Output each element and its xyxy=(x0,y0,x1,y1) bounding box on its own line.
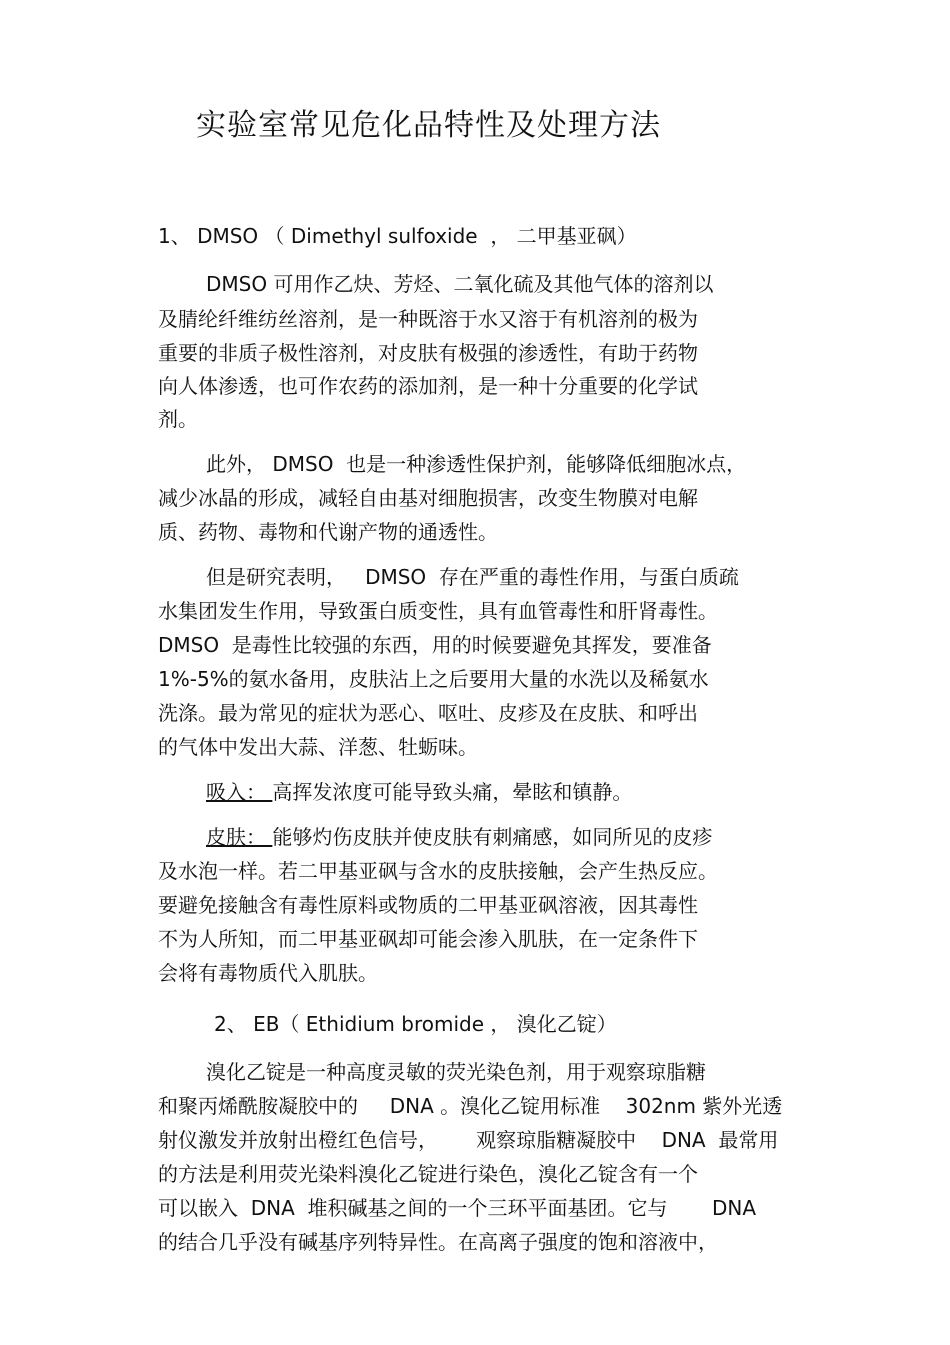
paragraph-line: 重要的非质子极性溶剂，对皮肤有极强的渗透性，有助于药物 xyxy=(158,341,698,365)
paragraph-line: 1%-5%的氨水备用，皮肤沾上之后要用大量的水洗以及稀氨水 xyxy=(158,667,709,691)
paragraph-line: 质、药物、毒物和代谢产物的通透性。 xyxy=(158,520,498,544)
paragraph-line: 及水泡一样。若二甲基亚砜与含水的皮肤接触，会产生热反应。 xyxy=(158,859,718,883)
paragraph-line: 及腈纶纤维纺丝溶剂，是一种既溶于水又溶于有机溶剂的极为 xyxy=(158,307,698,331)
skin-paragraph xyxy=(206,823,712,851)
paragraph-line: 可以嵌入 DNA 堆积碱基之间的一个三环平面基团。它与 DNA xyxy=(158,1196,757,1220)
paragraph-line: 不为人所知，而二甲基亚砜却可能会渗入肌肤，在一定条件下 xyxy=(158,927,698,951)
paragraph-line: 溴化乙锭是一种高度灵敏的荧光染色剂，用于观察琼脂糖 xyxy=(206,1060,706,1084)
paragraph-line: DMSO 可用作乙炔、芳烃、二氧化硫及其他气体的溶剂以 xyxy=(206,272,714,296)
paragraph-line: DMSO 是毒性比较强的东西，用的时候要避免其挥发，要准备 xyxy=(158,633,712,657)
paragraph-line: 的方法是利用荧光染料溴化乙锭进行染色，溴化乙锭含有一个 xyxy=(158,1162,698,1186)
paragraph-line: 此外， DMSO 也是一种渗透性保护剂，能够降低细胞冰点， xyxy=(206,452,747,476)
paragraph-line: 但是研究表明， DMSO 存在严重的毒性作用，与蛋白质疏 xyxy=(206,565,739,589)
paragraph-line: 要避免接触含有毒性原料或物质的二甲基亚砜溶液，因其毒性 xyxy=(158,893,698,917)
section-heading-dmso: 1、 DMSO （ Dimethyl sulfoxide ， 二甲基亚砜） xyxy=(158,224,637,248)
paragraph-line: 的气体中发出大蒜、洋葱、牡蛎味。 xyxy=(158,735,478,759)
paragraph-line: 高挥发浓度可能导致头痛，晕眩和镇静。 xyxy=(272,780,633,804)
document-title: 实验室常见危化品特性及处理方法 xyxy=(196,108,661,143)
paragraph-line: 会将有毒物质代入肌肤。 xyxy=(158,961,378,985)
paragraph-line: 洗涤。最为常见的症状为恶心、呕吐、皮疹及在皮肤、和呼出 xyxy=(158,701,698,725)
paragraph-line: 能够灼伤皮肤并使皮肤有刺痛感，如同所见的皮疹 xyxy=(272,825,713,849)
paragraph-line: 和聚丙烯酰胺凝胶中的 DNA 。溴化乙锭用标准 302nm 紫外光透 xyxy=(158,1094,783,1118)
inhalation-label: 吸入： xyxy=(206,780,273,804)
paragraph-line: 的结合几乎没有碱基序列特异性。在高离子强度的饱和溶液中， xyxy=(158,1230,718,1254)
paragraph-line: 射仪激发并放射出橙红色信号， 观察琼脂糖凝胶中 DNA 最常用 xyxy=(158,1128,779,1152)
paragraph-line: 剂。 xyxy=(158,407,198,431)
paragraph-line: 减少冰晶的形成，减轻自由基对细胞损害，改变生物膜对电解 xyxy=(158,486,698,510)
skin-label: 皮肤： xyxy=(206,825,273,849)
inhalation-paragraph xyxy=(206,778,632,806)
paragraph-line: 水集团发生作用，导致蛋白质变性，具有血管毒性和肝肾毒性。 xyxy=(158,599,718,623)
section-heading-eb: 2、 EB（ Ethidium bromide ， 溴化乙锭） xyxy=(214,1012,617,1036)
paragraph-line: 向人体渗透，也可作农药的添加剂，是一种十分重要的化学试 xyxy=(158,374,698,398)
